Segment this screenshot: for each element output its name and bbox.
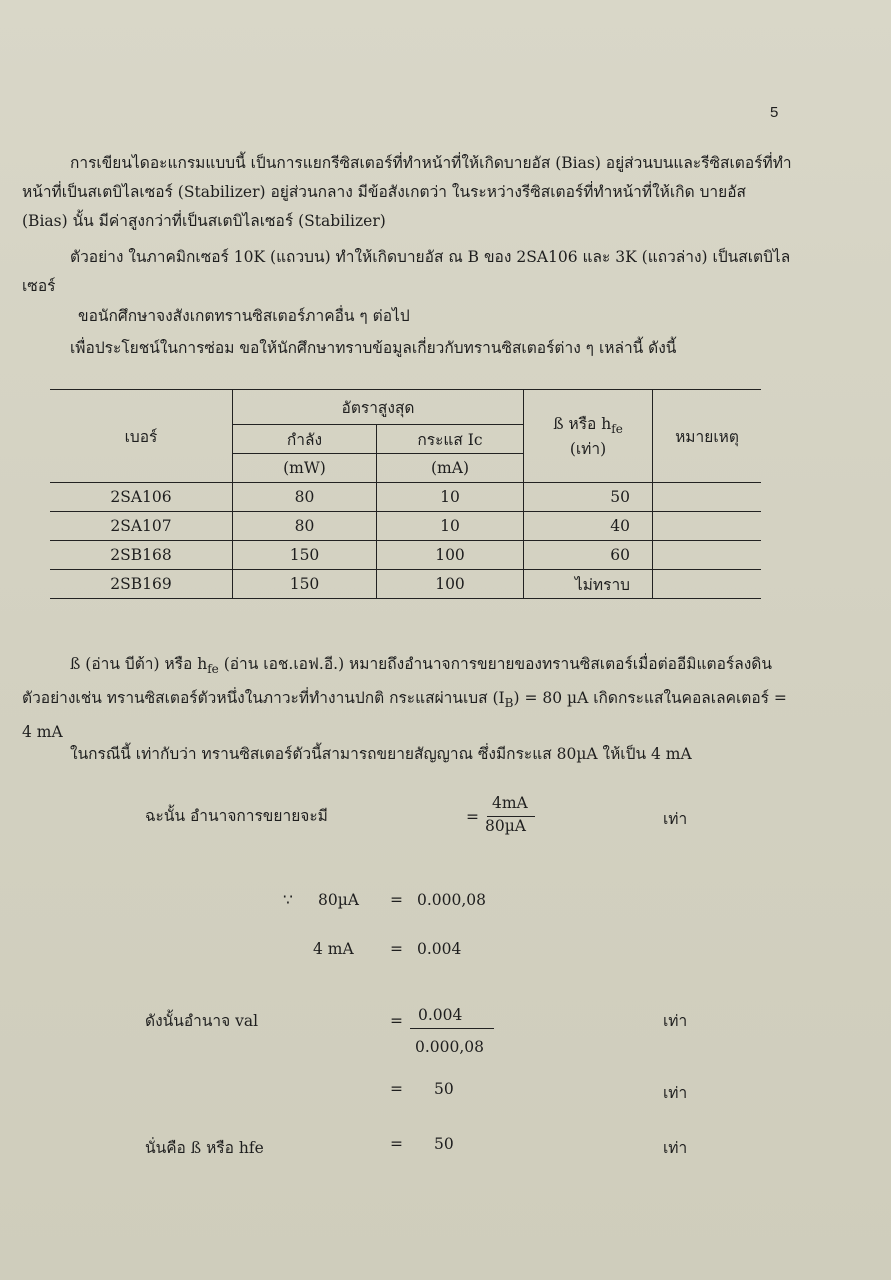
cell-power: 150 xyxy=(233,541,377,570)
paragraph-beta-definition xyxy=(22,650,792,747)
calc-denominator-1: 80µA xyxy=(485,817,526,835)
header-beta-label: ß หรือ h xyxy=(553,415,612,433)
calc-unit-4: เท่า xyxy=(663,1012,688,1030)
calc-eq-1: = xyxy=(466,808,479,826)
calc-unit-1: เท่า xyxy=(663,810,688,828)
paragraph-observe: ขอนักศึกษาจงสังเกตทรานซิสเตอร์ภาคอื่น ๆ ต่อไป xyxy=(78,307,410,325)
cell-number: 2SB169 xyxy=(50,570,233,599)
calc-left-3: 4 mA xyxy=(313,940,354,958)
header-number: เบอร์ xyxy=(50,390,233,483)
beta-def-sub2: B xyxy=(504,696,514,710)
cell-beta: 60 xyxy=(524,541,653,570)
calc-numerator-4: 0.004 xyxy=(418,1006,463,1024)
table-row xyxy=(50,512,761,541)
calc-eq-4: = xyxy=(390,1012,403,1030)
header-beta-unit: (เท่า) xyxy=(569,440,607,458)
calc-numerator-1: 4mA xyxy=(492,794,528,812)
cell-remark xyxy=(653,541,762,570)
beta-def-part2: (อ่าน เอช.เอฟ.อี.) หมายถึงอำนาจการขยายของทรานซิสเตอร์เมื่อต่ออีมิแตอร์ลงดิน ตัวอย่างเช่น ทรานซิสเตอร์ตัวหนึ่งในภาวะที่ทำงานปกติ กระแสผ่านเบส (I xyxy=(22,655,772,707)
cell-beta: 50 xyxy=(524,483,653,512)
paragraph-example: ตัวอย่าง ในภาคมิกเซอร์ 10K (แถวบน) ทำให้เกิดบายอัส ณ B ของ 2SA106 และ 3K (แถวล่าง) เป็นสเตบิไลเซอร์ xyxy=(22,248,791,295)
paragraph-case: ในกรณีนี้ เท่ากับว่า ทรานซิสเตอร์ตัวนี้สามารถขยายสัญญาณ ซึ่งมีกระแส 80µA ให้เป็น 4 mA xyxy=(70,745,692,763)
cell-number: 2SB168 xyxy=(50,541,233,570)
paragraph-repair: เพื่อประโยชน์ในการซ่อม ขอให้นักศึกษาทราบข้อมูลเกี่ยวกับทรานซิสเตอร์ต่าง ๆ เหล่านี้ ดังนี้ xyxy=(70,339,677,357)
calc-eq-2: = xyxy=(390,891,403,909)
header-beta xyxy=(524,390,653,483)
paragraph-intro: การเขียนไดอะแกรมแบบนี้ เป็นการแยกรีซิสเตอร์ที่ทำหน้าที่ให้เกิดบายอัส (Bias) อยู่ส่วนบนและรีซิสเตอร์ที่ทำหน้าที่เป็นสเตบิไลเซอร์ (Stabilizer) อยู่ส่วนกลาง มีข้อสังเกตว่า ในระหว่างรีซิสเตอร์ที่ทำหน้าที่ให้เกิด บายอัส (Bias) นั้น มีค่าสูงกว่าที่เป็นสเตบิไลเซอร์ (Stabilizer) xyxy=(22,154,792,230)
table-row xyxy=(50,570,761,599)
header-remark: หมายเหตุ xyxy=(653,390,762,483)
cell-number: 2SA106 xyxy=(50,483,233,512)
cell-current: 10 xyxy=(377,512,524,541)
cell-remark xyxy=(653,512,762,541)
calc-denominator-4: 0.000,08 xyxy=(415,1038,485,1056)
because-symbol: ∵ xyxy=(283,891,293,909)
table-row xyxy=(50,483,761,512)
calc-eq-5: = xyxy=(390,1080,403,1098)
cell-current: 10 xyxy=(377,483,524,512)
cell-power: 150 xyxy=(233,570,377,599)
calc-eq-3: = xyxy=(390,940,403,958)
calc-right-3: 0.004 xyxy=(417,940,462,958)
calc-unit-6: เท่า xyxy=(663,1139,688,1157)
calc-eq-6: = xyxy=(390,1135,403,1153)
header-current-unit: (mA) xyxy=(377,454,524,483)
calc-left-2: 80µA xyxy=(318,891,359,909)
cell-remark xyxy=(653,570,762,599)
header-current: กระแส Ic xyxy=(377,425,524,454)
header-power-unit: (mW) xyxy=(233,454,377,483)
cell-remark xyxy=(653,483,762,512)
beta-def-part1: ß (อ่าน บีต้า) หรือ h xyxy=(70,655,208,673)
cell-current: 100 xyxy=(377,570,524,599)
calc-value-6: 50 xyxy=(434,1135,454,1153)
table-row xyxy=(50,541,761,570)
page-number: 5 xyxy=(770,104,779,121)
beta-def-sub: fe xyxy=(207,662,219,676)
calc-value-5: 50 xyxy=(434,1080,454,1098)
cell-number: 2SA107 xyxy=(50,512,233,541)
calc-right-2: 0.000,08 xyxy=(417,891,487,909)
cell-beta: ไม่ทราบ xyxy=(524,570,653,599)
header-beta-sub: fe xyxy=(611,422,623,436)
header-power: กำลัง xyxy=(233,425,377,454)
calc-unit-5: เท่า xyxy=(663,1084,688,1102)
header-max-rating: อัตราสูงสุด xyxy=(233,390,524,425)
calc-label-6: นั่นคือ ß หรือ hfe xyxy=(145,1139,264,1157)
calc-label-1: ฉะนั้น อำนาจการขยายจะมี xyxy=(145,807,328,825)
fraction-bar-4 xyxy=(410,1028,494,1029)
cell-beta: 40 xyxy=(524,512,653,541)
beta-def-part3: ) = 80 µA เกิดกระแสในคอลเลคเตอร์ = 4 mA xyxy=(22,689,787,741)
cell-power: 80 xyxy=(233,483,377,512)
cell-power: 80 xyxy=(233,512,377,541)
transistor-spec-table xyxy=(50,389,761,599)
cell-current: 100 xyxy=(377,541,524,570)
calc-label-4: ดังนั้นอำนาจ val xyxy=(145,1012,259,1030)
